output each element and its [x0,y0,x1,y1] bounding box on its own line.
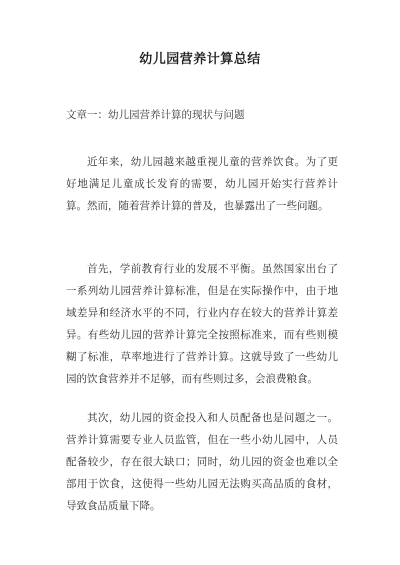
article-heading: 文章一：幼儿园营养计算的现状与问题 [66,109,245,121]
document-title: 幼儿园营养计算总结 [139,52,261,67]
paragraph: 首先，学前教育行业的发展不平衡。虽然国家出台了一系列幼儿园营养计算标准，但是在实际操作中，由于地域差异和经济水平的不同，行业内存在较大的营养计算差异。有些幼儿园的营养计算完全按照标准来，而有些则模糊了标准，草率地进行了营养计算。这就导致了一些幼儿园的饮食营养并不足够，而有些则过多，会浪费粮食。 [66,263,338,385]
paragraph: 其次，幼儿园的资金投入和人员配备也是问题之一。营养计算需要专业人员监管，但在一些小幼儿园中，人员配备较少，存在很大缺口；同时，幼儿园的资金也难以全部用于饮食，这使得一些幼儿园无法购买高品质的食材，导致食品质量下降。 [66,412,338,512]
paragraph: 近年来，幼儿园越来越重视儿童的营养饮食。为了更好地满足儿童成长发育的需要，幼儿园开始实行营养计算。然而，随着营养计算的普及，也暴露出了一些问题。 [66,156,338,212]
